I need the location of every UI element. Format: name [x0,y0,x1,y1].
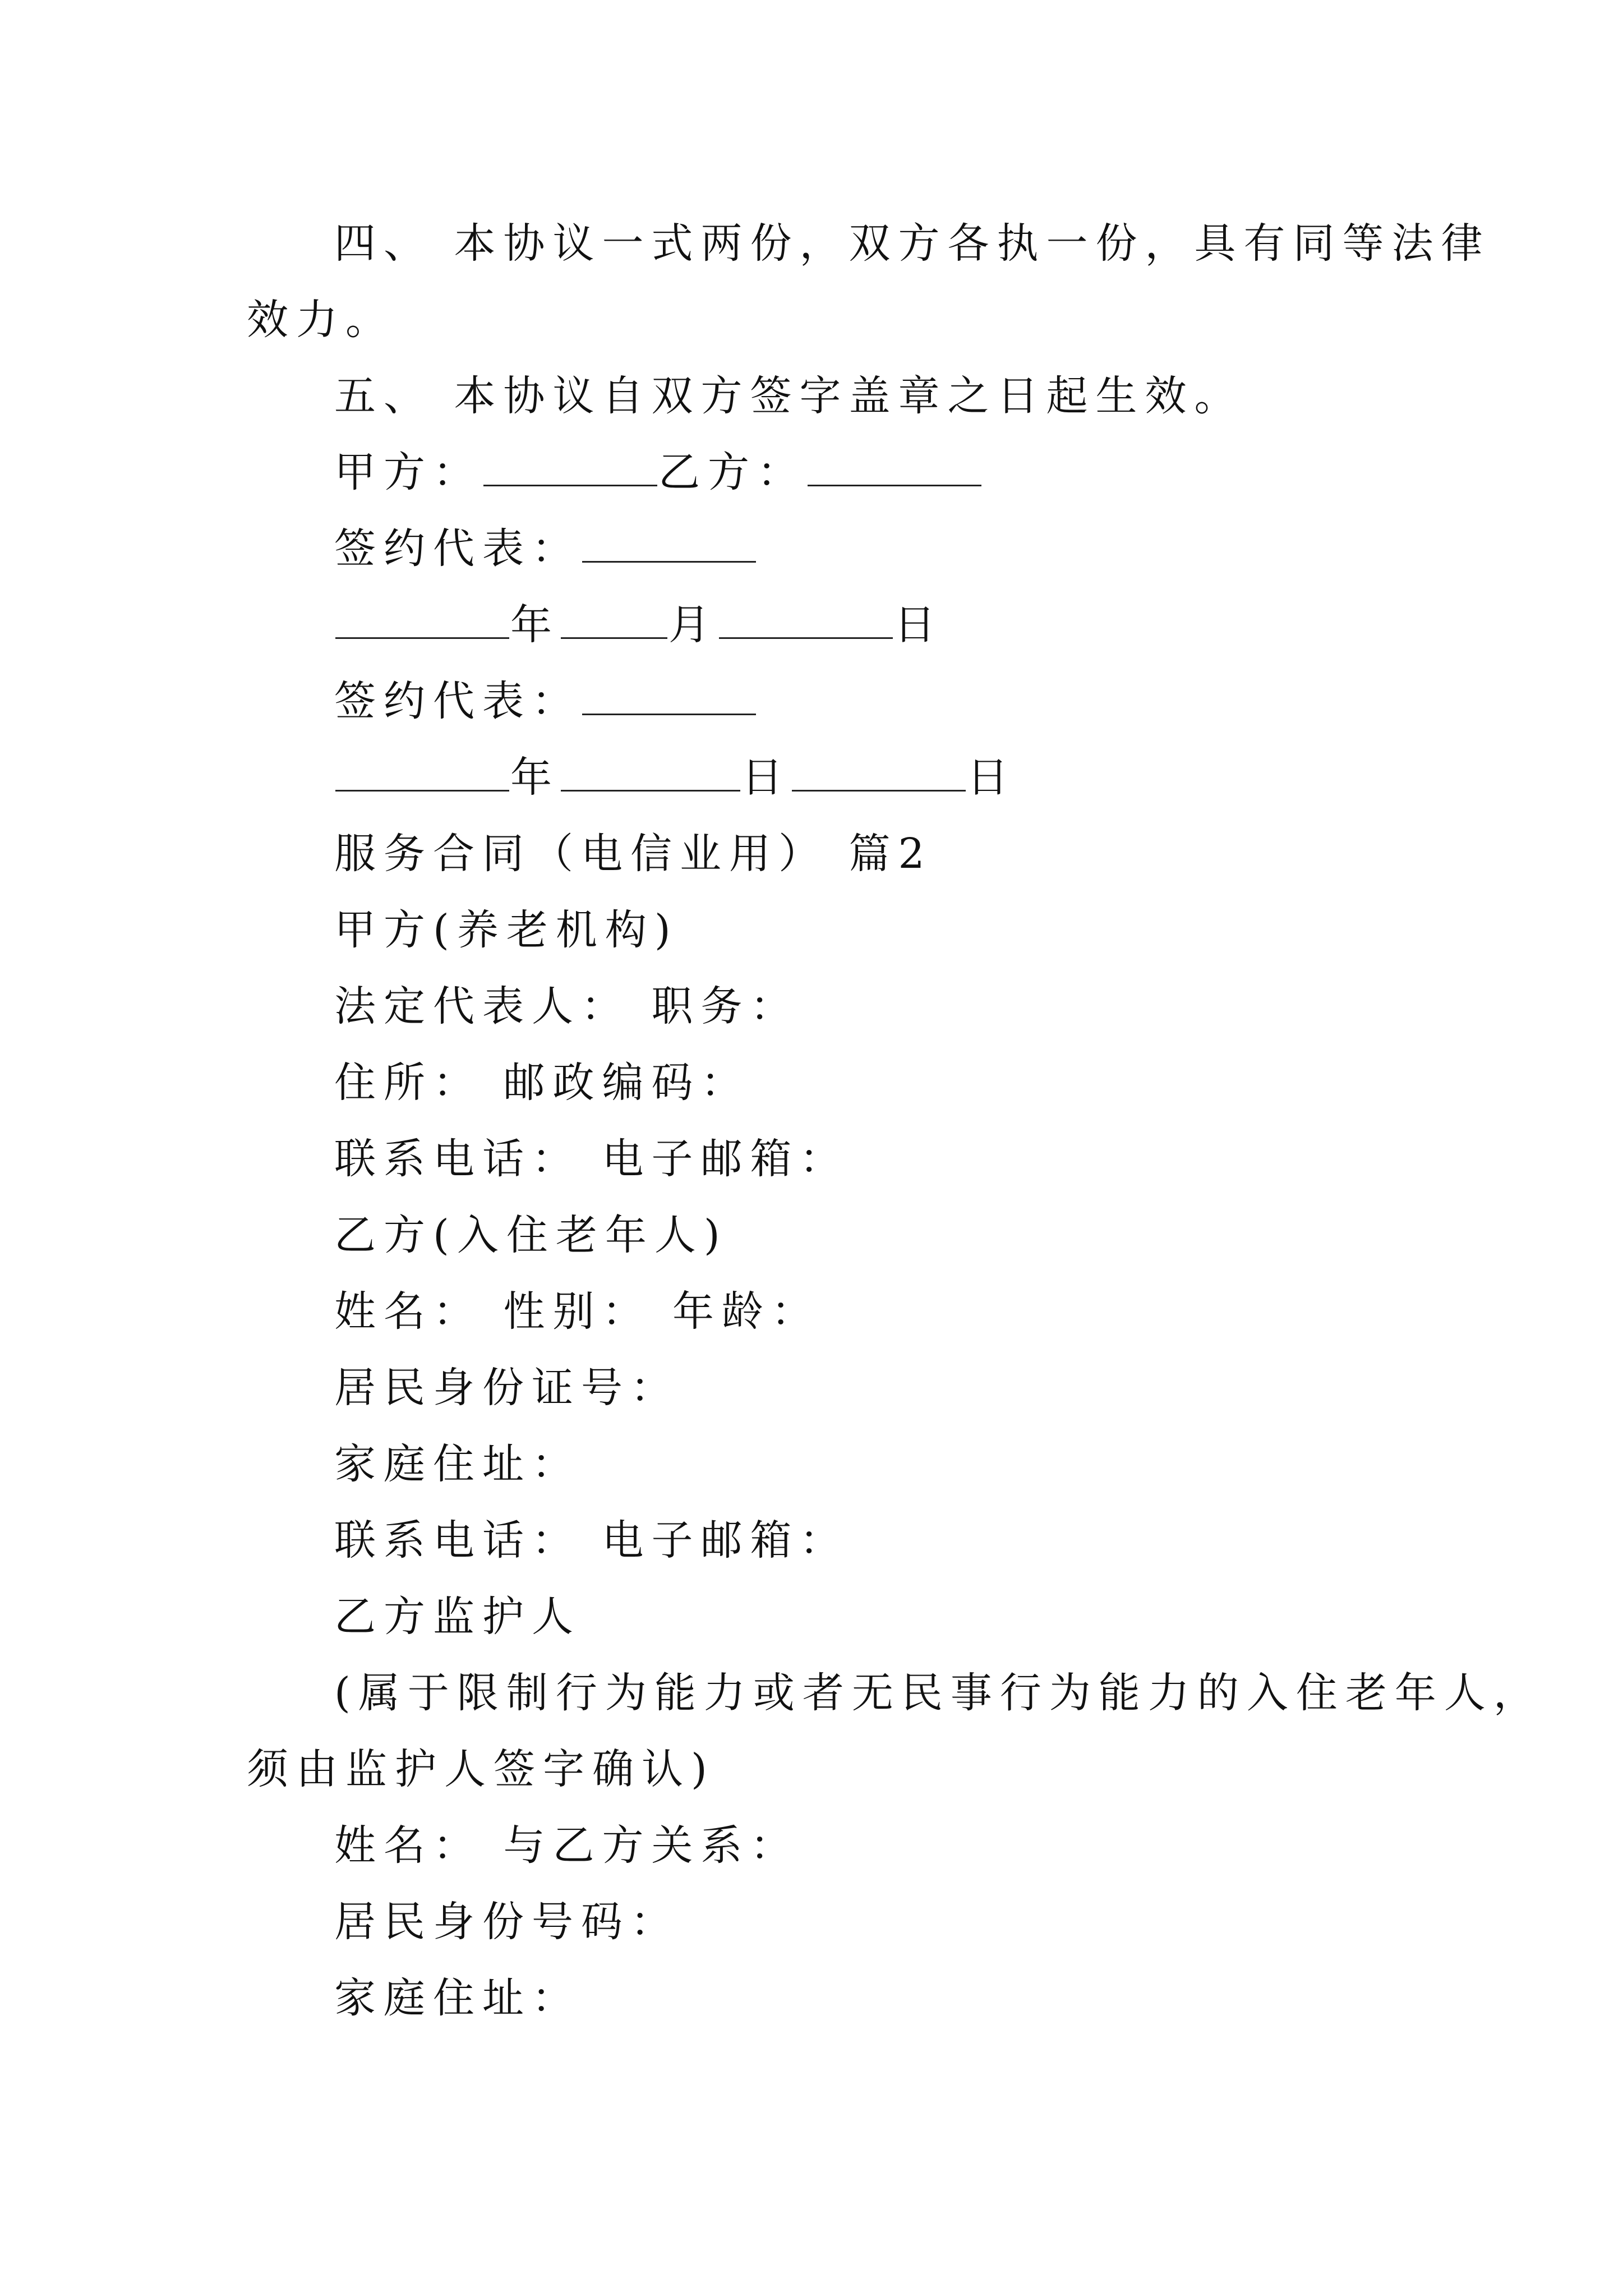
signing-rep-blank [582,679,756,715]
clause-4-line-1: 四、 本协议一式两份，双方各执一份，具有同等法律 [334,219,1491,268]
guardian-id-line: 居民身份号码： [334,1898,680,1946]
day-blank [792,755,966,792]
signing-rep-label: 签约代表： [334,677,581,725]
mid-label: 日 [741,753,791,802]
party-a-contact-line: 联系电话： 电子邮箱： [334,1135,849,1183]
signing-rep-line-2 [334,673,757,729]
day-label: 日 [967,753,1016,802]
guardian-note-line-1: (属于限制行为能力或者无民事行为能力的入住老年人， [334,1669,1543,1717]
id-number-line: 居民身份证号： [334,1364,680,1412]
day-blank [719,602,893,639]
party-a-sign-blank [483,450,657,486]
guardian-home-address-line: 家庭住址： [334,1974,581,2022]
date-line-2 [334,749,1016,806]
guardian-note-line-2: 须由监护人签字确认) [247,1745,715,1793]
signature-parties-line [334,444,983,500]
legal-representative-line: 法定代表人： 职务： [334,982,800,1030]
address-postcode-line: 住所： 邮政编码： [334,1059,750,1107]
year-label: 年 [510,601,560,649]
party-b-home-address-line: 家庭住址： [334,1440,581,1488]
party-b-sign-label: 乙方： [658,448,806,496]
party-a-title: 甲方(养老机构) [334,906,679,954]
signing-rep-blank [582,526,756,563]
party-b-title: 乙方(入住老年人) [334,1211,728,1259]
clause-5: 五、 本协议自双方签字盖章之日起生效。 [334,372,1244,420]
clause-4-line-2: 效力。 [247,296,395,344]
party-b-contact-line: 联系电话： 电子邮箱： [334,1516,849,1565]
name-gender-age-line: 姓名： 性别： 年龄： [334,1287,821,1336]
year-label: 年 [510,753,560,802]
section-heading: 服务合同（电信业用） 篇2 [334,830,933,878]
party-a-sign-label: 甲方： [334,448,482,496]
month-label: 月 [668,601,718,649]
day-label: 日 [894,601,943,649]
year-blank [335,755,509,792]
signing-rep-line-1 [334,521,757,577]
date-line-1 [334,597,943,653]
mid-blank [561,755,740,792]
guardian-name-relation-line: 姓名： 与乙方关系： [334,1821,800,1870]
year-blank [335,602,509,639]
guardian-title: 乙方监护人 [334,1593,581,1641]
party-b-sign-blank [808,450,981,486]
month-blank [561,602,667,639]
signing-rep-label: 签约代表： [334,524,581,573]
